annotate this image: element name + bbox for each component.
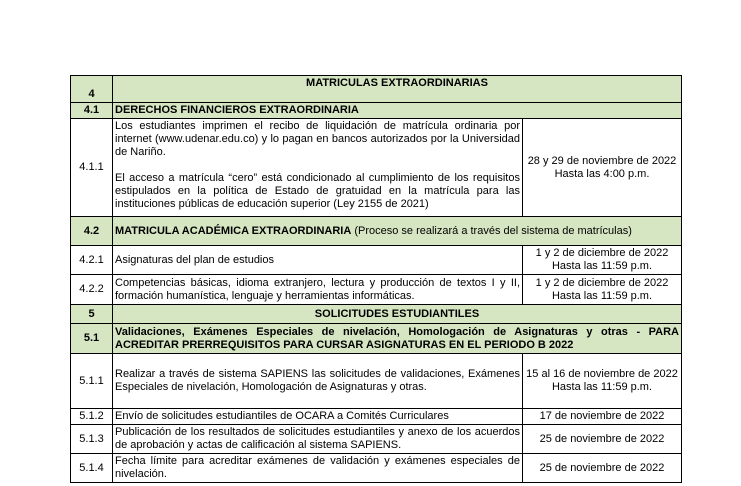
item-description: Asignaturas del plan de estudios [113, 246, 523, 275]
item-description: Envío de solicitudes estudiantiles de OCARA a Comités Curriculares [113, 409, 523, 425]
section-4-header-row [71, 76, 682, 103]
item-date-cell [523, 275, 682, 305]
section-title: MATRICULAS EXTRAORDINARIAS [113, 76, 682, 103]
item-4-2-1-row [71, 246, 682, 275]
item-text-paragraph-1: Los estudiantes imprimen el recibo de liquidación de matrícula ordinaria por internet (www.udenar.edu.co) y lo pagan en bancos autorizados por la Universidad de Nariño. [115, 120, 520, 158]
item-date-cell [523, 119, 682, 217]
subsection-5-1-row [71, 324, 682, 354]
item-date-cell [523, 246, 682, 275]
section-5-header-row [71, 305, 682, 324]
subsection-title [113, 217, 682, 246]
subsection-title: DERECHOS FINANCIEROS EXTRAORDINARIA [113, 103, 682, 119]
item-number: 5.1.4 [71, 454, 113, 483]
subsection-number: 4.2 [71, 217, 113, 246]
item-description: Publicación de los resultados de solicitudes estudiantiles y anexo de los acuerdos de aprobación y actas de calificación al sistema SAPIENS. [113, 425, 523, 454]
item-number: 4.2.1 [71, 246, 113, 275]
item-description [113, 119, 523, 217]
subsection-4-2-row [71, 217, 682, 246]
item-description: Competencias básicas, idioma extranjero, lectura y producción de textos I y II, formación humanística, lenguaje y herramientas informáticas. [113, 275, 523, 305]
item-date-cell [523, 354, 682, 409]
subsection-title-note: (Proceso se realizará a través del sistema de matrículas) [351, 224, 632, 237]
item-time: Hasta las 11:59 p.m. [551, 381, 653, 393]
item-number: 5.1.2 [71, 409, 113, 425]
item-number: 5.1.3 [71, 425, 113, 454]
item-number: 4.1.1 [71, 119, 113, 217]
item-date: 25 de noviembre de 2022 [523, 425, 682, 454]
subsection-4-1-row [71, 103, 682, 119]
item-description: Realizar a través de sistema SAPIENS las solicitudes de validaciones, Exámenes Especiales de nivelación, Homologación de Asignaturas y otras. [113, 354, 523, 409]
item-5-1-4-row [71, 454, 682, 483]
item-4-1-1-row [71, 119, 682, 217]
section-title: SOLICITUDES ESTUDIANTILES [113, 305, 682, 324]
section-number: 5 [71, 305, 113, 324]
subsection-number: 4.1 [71, 103, 113, 119]
item-5-1-1-row [71, 354, 682, 409]
item-date: 1 y 2 de diciembre de 2022 [535, 276, 669, 289]
section-number: 4 [71, 76, 113, 103]
item-number: 4.2.2 [71, 275, 113, 305]
item-date: 15 al 16 de noviembre de 2022 [526, 368, 678, 380]
item-number: 5.1.1 [71, 354, 113, 409]
item-time: Hasta las 4:00 p.m. [554, 167, 650, 180]
item-date: 25 de noviembre de 2022 [523, 454, 682, 483]
subsection-number: 5.1 [71, 324, 113, 354]
item-4-2-2-row [71, 275, 682, 305]
item-description: Fecha límite para acreditar exámenes de validación y exámenes especiales de nivelación. [113, 454, 523, 483]
item-text-paragraph-2: El acceso a matrícula “cero” está condicionado al cumplimiento de los requisitos estipulados en la política de Estado de gratuidad en la matrícula para las instituciones públicas de educación superior (Ley 2155 de 2021) [115, 172, 520, 210]
subsection-title-bold: MATRICULA ACADÉMICA EXTRAORDINARIA [115, 224, 352, 237]
item-date: 1 y 2 de diciembre de 2022 [535, 247, 669, 259]
item-date: 28 y 29 de noviembre de 2022 [527, 154, 677, 167]
item-time: Hasta las 11:59 p.m. [551, 260, 653, 272]
item-date: 17 de noviembre de 2022 [523, 409, 682, 425]
calendar-table [70, 75, 682, 483]
item-5-1-3-row [71, 425, 682, 454]
item-5-1-2-row [71, 409, 682, 425]
item-time: Hasta las 11:59 p.m. [551, 289, 653, 302]
subsection-title: Validaciones, Exámenes Especiales de nivelación, Homologación de Asignaturas y otras - PARA ACREDITAR PRERREQUISITOS PARA CURSAR ASIGNATURAS EN EL PERIODO B 2022 [113, 324, 682, 354]
